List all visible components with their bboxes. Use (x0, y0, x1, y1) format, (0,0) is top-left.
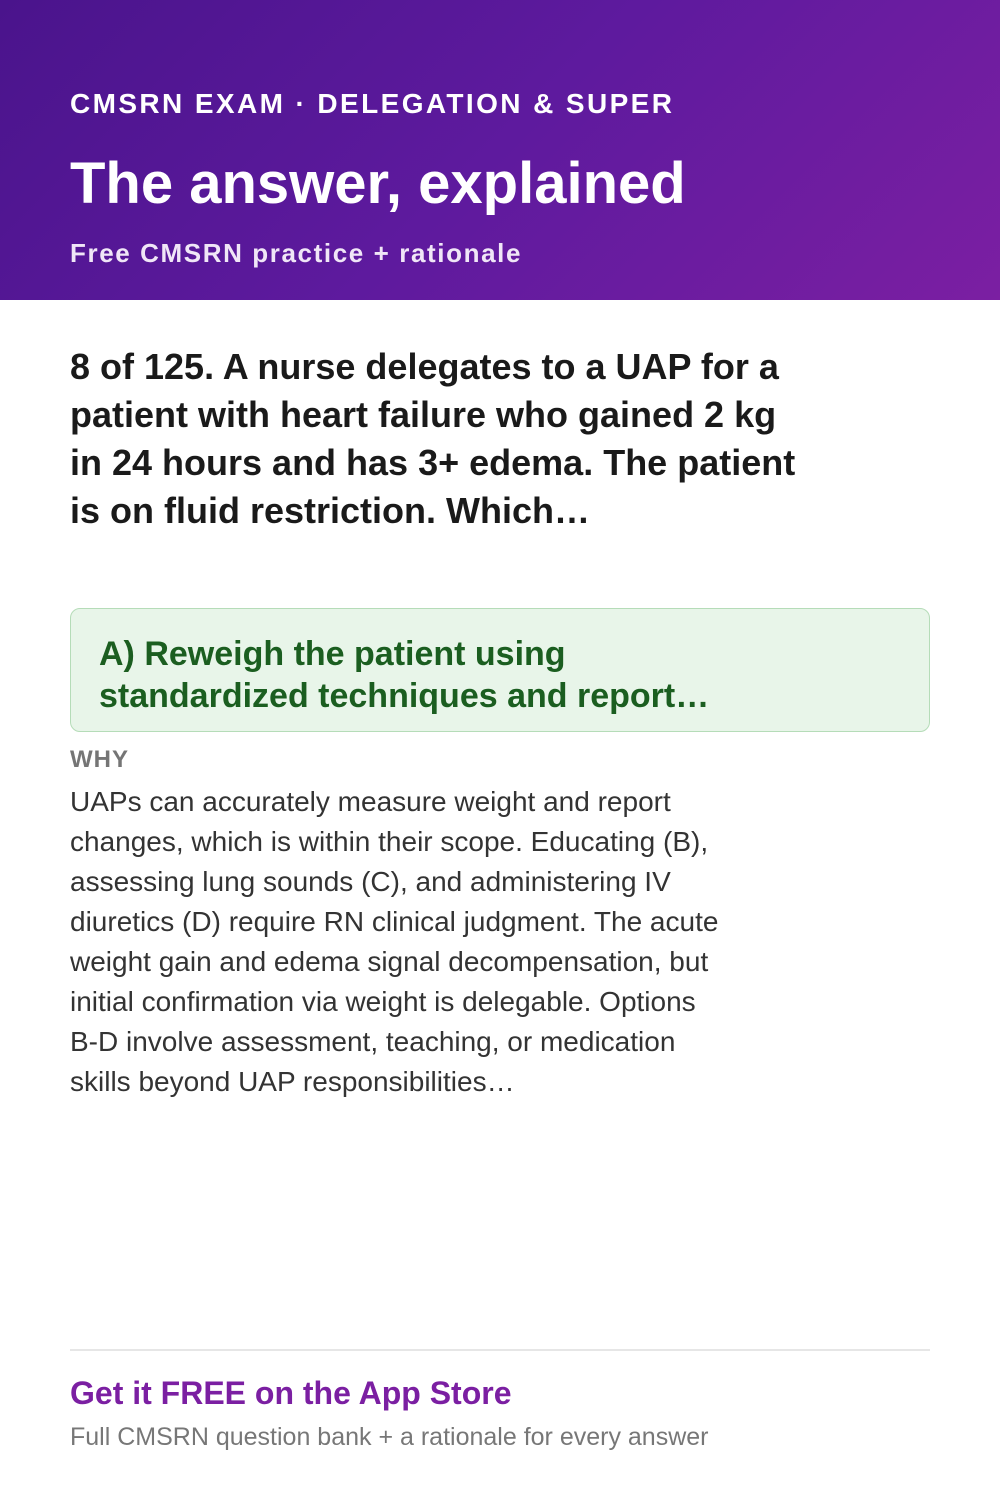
question-text: 8 of 125. A nurse delegates to a UAP for a patient with heart failure who gained 2 kg in 24 hours and has 3+ edema. The patient is on fluid restriction. Which… (70, 346, 796, 531)
app-store-link[interactable]: Get it FREE on the App Store (70, 1375, 512, 1411)
correct-answer-card (70, 608, 930, 732)
footer-divider (70, 1349, 930, 1351)
app-store-description: Full CMSRN question bank + a rationale for every answer (70, 1423, 709, 1451)
page-subtitle: Free CMSRN practice + rationale (70, 238, 523, 268)
correct-answer-text: A) Reweigh the patient using standardized techniques and report… (99, 635, 710, 715)
page-title: The answer, explained (70, 151, 686, 216)
exam-category-label: CMSRN EXAM · DELEGATION & SUPER (70, 88, 675, 119)
rationale-text: UAPs can accurately measure weight and report changes, which is within their scope. Educating (B), assessing lung sounds (C), and administering IV diuretics (D) require RN clinical judgment. The acute weight gain and edema signal decompensation, but initial confirmation via weight is delegable. Options B-D involve assessment, teaching, or medication skills beyond UAP responsibilities… (70, 786, 719, 1097)
header-banner (0, 0, 1000, 300)
rationale-label: WHY (70, 746, 129, 773)
